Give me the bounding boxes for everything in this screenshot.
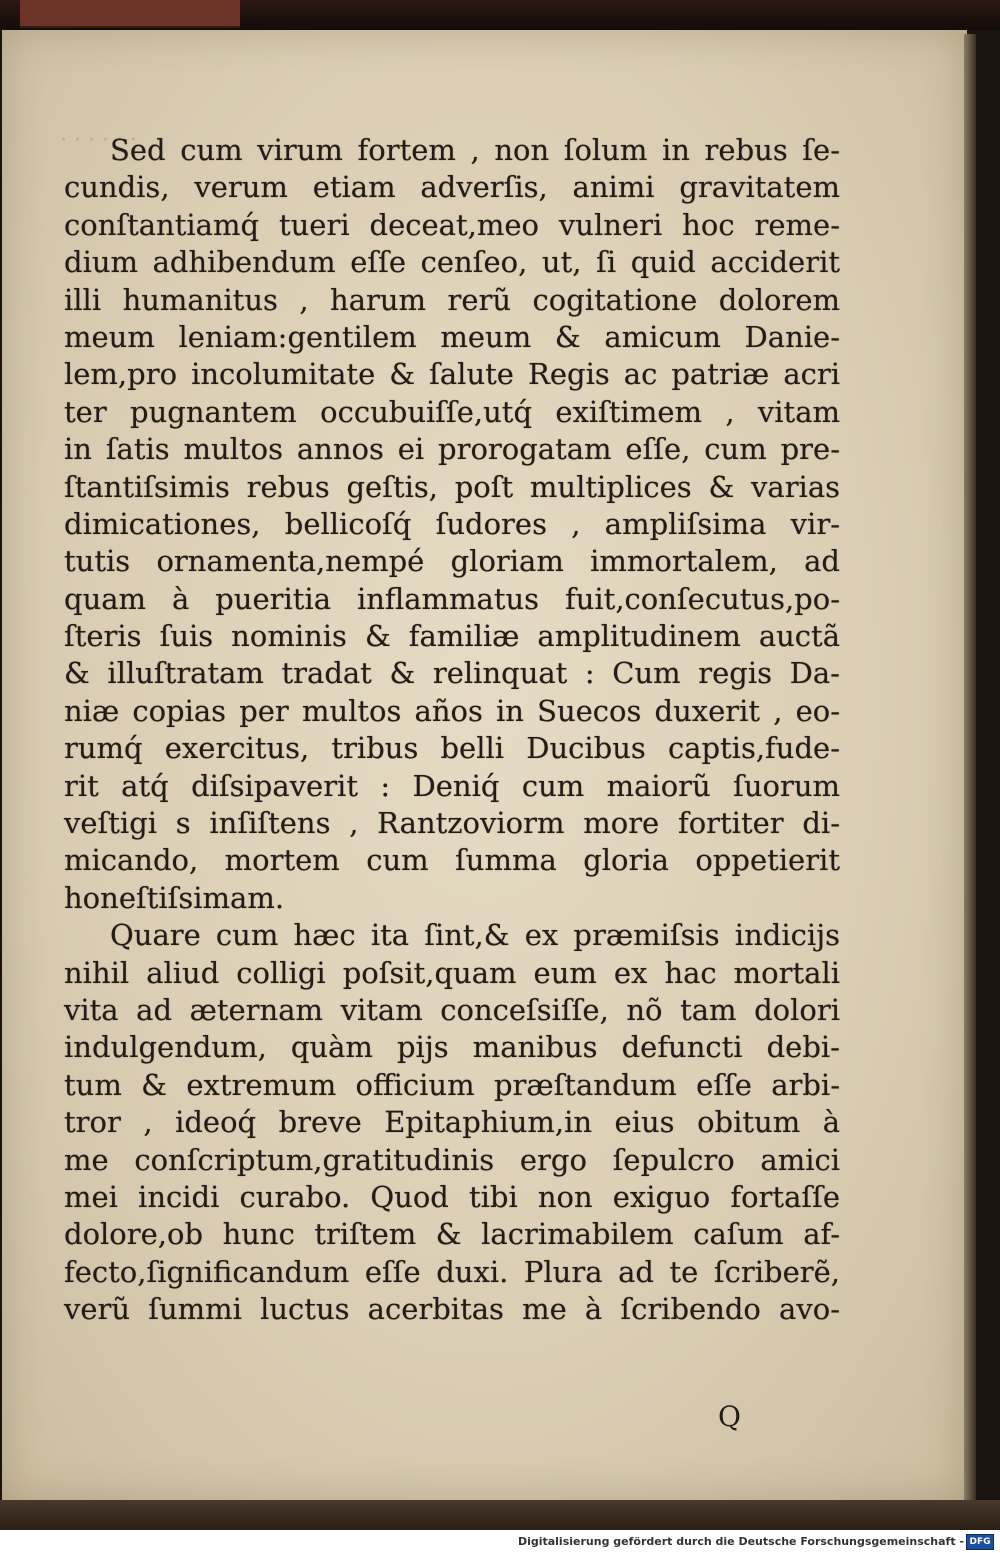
text-line: dolore,ob hunc triſtem & lacrimabilem caſum af- (64, 1217, 840, 1252)
text-line: niæ copias per multos años in Suecos duxerit , eo- (64, 693, 840, 728)
text-line: in ſatis multos annos ei prorogatam eſſe, cum pre- (64, 432, 840, 467)
text-line: ſteris ſuis nominis & familiæ amplitudinem auctã (64, 619, 840, 654)
text-line: meum leniam:gentilem meum & amicum Danie- (64, 319, 840, 354)
text-line: verũ ſummi luctus acerbitas me à ſcribendo avo- (64, 1292, 840, 1327)
page-edge-shadow (964, 34, 976, 1500)
funding-credit: Digitalisierung gefördert durch die Deutsche Forschungsgemeinschaft - (517, 1535, 964, 1548)
text-line: micando, mortem cum ſumma gloria oppetierit (64, 843, 840, 878)
text-line: illi humanitus , harum rerũ cogitatione dolorem (64, 282, 840, 317)
page-text (64, 132, 840, 1329)
text-line: Sed cum virum fortem , non ſolum in rebus ſe- (110, 133, 840, 167)
text-line: rumq́ exercitus, tribus belli Ducibus captis,fude- (64, 731, 840, 766)
text-line: tum & extremum officium præſtandum eſſe arbi- (64, 1067, 840, 1102)
text-line: cundis, verum etiam adverſis, animi gravitatem (64, 170, 840, 205)
dfg-logo[interactable]: DFG (966, 1534, 994, 1550)
text-line: ter pugnantem occubuiſſe,utq́ exiſtimem , vitam (64, 394, 840, 429)
footer-bar (0, 1530, 1000, 1553)
scan-top-edge (0, 0, 1000, 30)
text-line: conſtantiamq́ tueri deceat,meo vulneri hoc reme- (64, 207, 840, 242)
text-line: quam à pueritia inflammatus fuit,conſecutus,po- (64, 581, 840, 616)
scan-bottom-edge (0, 1500, 1000, 1530)
text-line: rit atq́ diſsipaverit : Deniq́ cum maiorũ ſuorum (64, 768, 840, 803)
text-line: tror , ideoq́ breve Epitaphium,in eius obitum à (64, 1105, 840, 1140)
binding-clip (20, 0, 240, 28)
text-line: tutis ornamenta,nempé gloriam immortalem, ad (64, 544, 840, 579)
text-line: indulgendum, quàm pijs manibus defuncti debi- (64, 1030, 840, 1065)
text-line: vita ad æternam vitam conceſsiſſe, nõ tam dolori (64, 992, 840, 1027)
text-line: me conſcriptum,gratitudinis ergo ſepulcro amici (64, 1142, 840, 1177)
text-line: & illuſtratam tradat & relinquat : Cum regis Da- (64, 656, 840, 691)
text-line: lem,pro incolumitate & ſalute Regis ac patriæ acri (64, 357, 840, 392)
text-line: mei incidi curabo. Quod tibi non exiguo fortaſſe (64, 1179, 840, 1214)
text-line: ſtantiſsimis rebus geſtis, poſt multiplices & varias (64, 469, 840, 504)
text-line: fecto,ſignificandum eſſe duxi. Plura ad te ſcriberẽ, (64, 1254, 840, 1289)
text-line: dimicationes, bellicoſq́ ſudores , ampliſsima vir- (64, 506, 840, 541)
text-line: Quare cum hæc ita ſint,& ex præmiſsis indicijs (110, 918, 840, 953)
show-through-top: · · · · · · (60, 128, 137, 153)
text-line: veſtigi s inſiſtens , Rantzoviorm more fortiter di- (64, 806, 840, 841)
catchword: Q (718, 1400, 741, 1433)
text-line: nihil aliud colligi poſsit,quam eum ex hac mortali (64, 955, 840, 990)
text-line: dium adhibendum eſſe cenſeo, ut, ſi quid acciderit (64, 245, 840, 280)
text-line: honeſtiſsimam. (64, 880, 285, 915)
